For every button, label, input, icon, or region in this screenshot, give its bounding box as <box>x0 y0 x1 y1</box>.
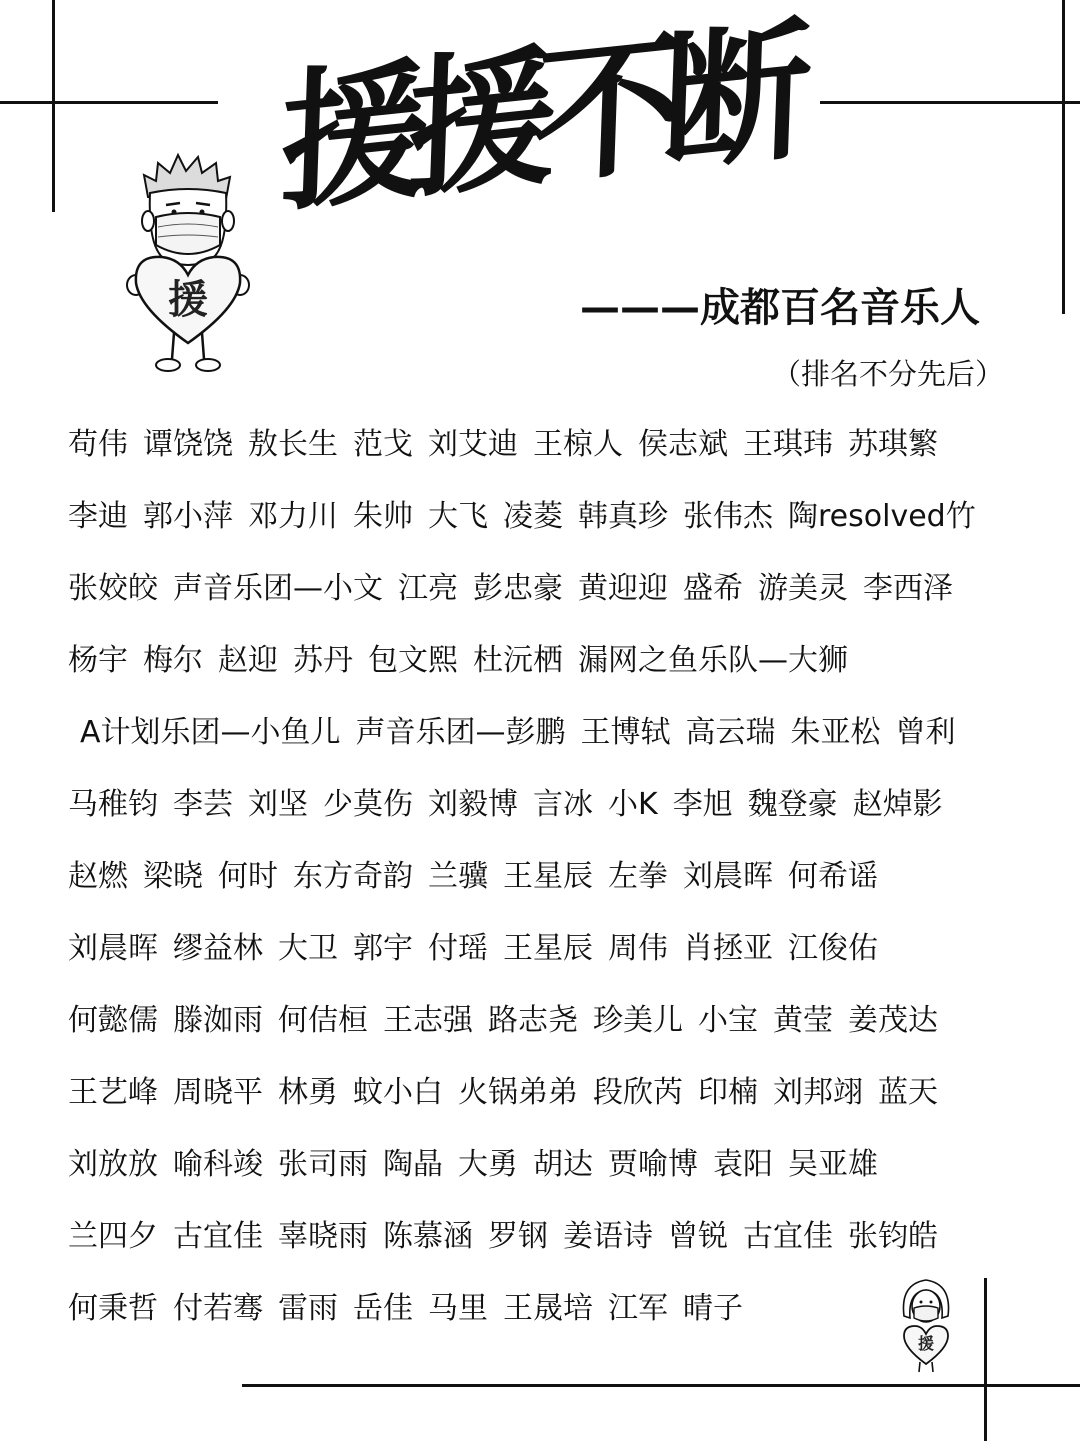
musician-name: 李西泽 <box>863 571 953 606</box>
musician-name: 蚊小白 <box>353 1075 443 1110</box>
musician-name: 苏琪繁 <box>848 427 938 462</box>
musician-name: 何佶桓 <box>278 1003 368 1038</box>
musician-name: 缪益林 <box>173 931 263 966</box>
musician-name: 刘邦翊 <box>773 1075 863 1110</box>
musician-name: 东方奇韵 <box>293 859 413 894</box>
musician-name: 黄迎迎 <box>578 571 668 606</box>
musician-name: 雷雨 <box>278 1291 338 1326</box>
musician-name: 敖长生 <box>248 427 338 462</box>
names-row <box>68 625 1028 697</box>
musician-name: 王星辰 <box>503 859 593 894</box>
musician-name: 王志强 <box>383 1003 473 1038</box>
musician-name: 何秉哲 <box>68 1291 158 1326</box>
musician-name: 岳佳 <box>353 1291 413 1326</box>
musician-name: 周伟 <box>608 931 668 966</box>
musician-name: 马稚钧 <box>68 787 158 822</box>
musician-name: 游美灵 <box>758 571 848 606</box>
musician-name: 路志尧 <box>488 1003 578 1038</box>
masked-person-heart-illustration <box>122 145 254 380</box>
musician-name: 蓝天 <box>878 1075 938 1110</box>
musician-name: 刘艾迪 <box>428 427 518 462</box>
musician-name: 兰四夕 <box>68 1219 158 1254</box>
musician-name: 梁晓 <box>143 859 203 894</box>
musician-name: 盛希 <box>683 571 743 606</box>
musician-name: 高云瑞 <box>685 715 776 750</box>
musician-name: 贾喻博 <box>608 1147 698 1182</box>
musician-name: 陶resolved竹 <box>788 499 976 534</box>
musician-name: 王琪玮 <box>743 427 833 462</box>
names-row <box>68 769 1028 841</box>
musician-name: 姜语诗 <box>563 1219 653 1254</box>
musician-name: 张司雨 <box>278 1147 368 1182</box>
names-row <box>68 985 1028 1057</box>
musician-name: 古宜佳 <box>743 1219 833 1254</box>
musician-name: 少莫伤 <box>323 787 413 822</box>
musician-name: 李旭 <box>672 787 733 822</box>
top-left-vertical-rule <box>52 0 55 212</box>
musician-name: 周晓平 <box>173 1075 263 1110</box>
musician-name: 大卫 <box>278 931 338 966</box>
musician-name: 曾锐 <box>668 1219 728 1254</box>
names-row <box>68 697 1028 769</box>
musician-name: 杨宇 <box>68 643 128 678</box>
musician-name: 马里 <box>428 1291 488 1326</box>
musician-name: 付若骞 <box>173 1291 263 1326</box>
musician-name: 郭宇 <box>353 931 413 966</box>
musician-name: 印楠 <box>698 1075 758 1110</box>
musician-name: 刘晨晖 <box>683 859 773 894</box>
page-title: 援援不断 <box>276 2 793 234</box>
musician-name: 小K <box>608 787 658 822</box>
musician-name: 包文熙 <box>368 643 458 678</box>
musician-name: 魏登豪 <box>747 787 838 822</box>
bottom-horizontal-rule <box>242 1384 1080 1387</box>
musician-name: 王博轼 <box>580 715 671 750</box>
musician-name: 郭小萍 <box>143 499 233 534</box>
names-row <box>68 1201 1028 1273</box>
musician-name: 吴亚雄 <box>788 1147 878 1182</box>
musician-name: 张姣皎 <box>68 571 158 606</box>
musician-name: 段欣芮 <box>593 1075 683 1110</box>
musician-name: 声音乐团—彭鹏 <box>355 715 566 750</box>
musician-name: 辜晓雨 <box>278 1219 368 1254</box>
musician-name: 刘毅博 <box>428 787 518 822</box>
names-row <box>68 913 1028 985</box>
musician-name: 喻科竣 <box>173 1147 263 1182</box>
musician-name: 滕洳雨 <box>173 1003 263 1038</box>
musician-name: 左拳 <box>608 859 668 894</box>
musician-name: 何希谣 <box>788 859 878 894</box>
ranking-note: （排名不分先后） <box>772 357 1005 391</box>
musician-name: 陈慕涵 <box>383 1219 473 1254</box>
top-right-horizontal-rule <box>820 101 1080 104</box>
musician-name: 张伟杰 <box>683 499 773 534</box>
musician-name: 王艺峰 <box>68 1075 158 1110</box>
musician-name: 曾利 <box>895 715 956 750</box>
musician-name: 侯志斌 <box>638 427 728 462</box>
musician-name: 姜茂达 <box>848 1003 938 1038</box>
musician-name: 漏网之鱼乐队—大狮 <box>578 643 848 678</box>
musician-name: 兰骥 <box>428 859 488 894</box>
musician-name: 何懿儒 <box>68 1003 158 1038</box>
musician-name: 刘坚 <box>248 787 308 822</box>
musician-name: 凌菱 <box>503 499 563 534</box>
musician-name: 赵焯影 <box>852 787 943 822</box>
names-row <box>68 481 1028 553</box>
musician-name: 言冰 <box>533 787 593 822</box>
musician-name: 李芸 <box>173 787 233 822</box>
masked-girl-heart-illustration <box>896 1276 956 1376</box>
top-right-vertical-rule <box>1062 0 1065 314</box>
musician-name: 彭忠豪 <box>473 571 563 606</box>
musician-name: 火锅弟弟 <box>458 1075 578 1110</box>
top-left-horizontal-rule <box>0 101 218 104</box>
musician-name: 刘晨晖 <box>68 931 158 966</box>
musician-name: 大飞 <box>428 499 488 534</box>
musician-name: 袁阳 <box>713 1147 773 1182</box>
musician-name: 王星辰 <box>503 931 593 966</box>
musician-name: A计划乐团—小鱼儿 <box>80 715 341 750</box>
musician-name: 小宝 <box>698 1003 758 1038</box>
names-row <box>68 1273 1028 1345</box>
musician-name: 江亮 <box>398 571 458 606</box>
musician-name: 声音乐团—小文 <box>173 571 383 606</box>
musician-name: 谭饶饶 <box>143 427 233 462</box>
musician-name: 罗钢 <box>488 1219 548 1254</box>
musician-name: 付瑶 <box>428 931 488 966</box>
musician-name: 王晟培 <box>503 1291 593 1326</box>
musician-name: 朱帅 <box>353 499 413 534</box>
names-row <box>68 553 1028 625</box>
musician-name: 梅尔 <box>143 643 203 678</box>
musician-names-list <box>68 409 1028 1345</box>
musician-name: 肖拯亚 <box>683 931 773 966</box>
names-row <box>68 841 1028 913</box>
musician-name: 韩真珍 <box>578 499 668 534</box>
musician-name: 胡达 <box>533 1147 593 1182</box>
musician-name: 何时 <box>218 859 278 894</box>
musician-name: 杜沅栖 <box>473 643 563 678</box>
girl-heart-character: 援 <box>917 1334 935 1353</box>
heart-character: 援 <box>168 276 208 323</box>
musician-name: 苏丹 <box>293 643 353 678</box>
musician-name: 林勇 <box>278 1075 338 1110</box>
musician-name: 大勇 <box>458 1147 518 1182</box>
musician-name: 刘放放 <box>68 1147 158 1182</box>
musician-name: 江俊佑 <box>788 931 878 966</box>
subtitle: ———成都百名音乐人 <box>580 285 980 331</box>
musician-name: 陶晶 <box>383 1147 443 1182</box>
musician-name: 苟伟 <box>68 427 128 462</box>
musician-name: 晴子 <box>683 1291 743 1326</box>
face-mask-shape <box>156 213 220 254</box>
musician-name: 朱亚松 <box>790 715 881 750</box>
names-row <box>68 409 1028 481</box>
musician-name: 王椋人 <box>533 427 623 462</box>
musician-name: 古宜佳 <box>173 1219 263 1254</box>
musician-name: 赵迎 <box>218 643 278 678</box>
musician-name: 张钧皓 <box>848 1219 938 1254</box>
musician-name: 范戈 <box>353 427 413 462</box>
names-row <box>68 1129 1028 1201</box>
musician-name: 李迪 <box>68 499 128 534</box>
musician-name: 珍美儿 <box>593 1003 683 1038</box>
names-row <box>68 1057 1028 1129</box>
musician-name: 邓力川 <box>248 499 338 534</box>
musician-name: 黄莹 <box>773 1003 833 1038</box>
musician-name: 江军 <box>608 1291 668 1326</box>
musician-name: 赵燃 <box>68 859 128 894</box>
